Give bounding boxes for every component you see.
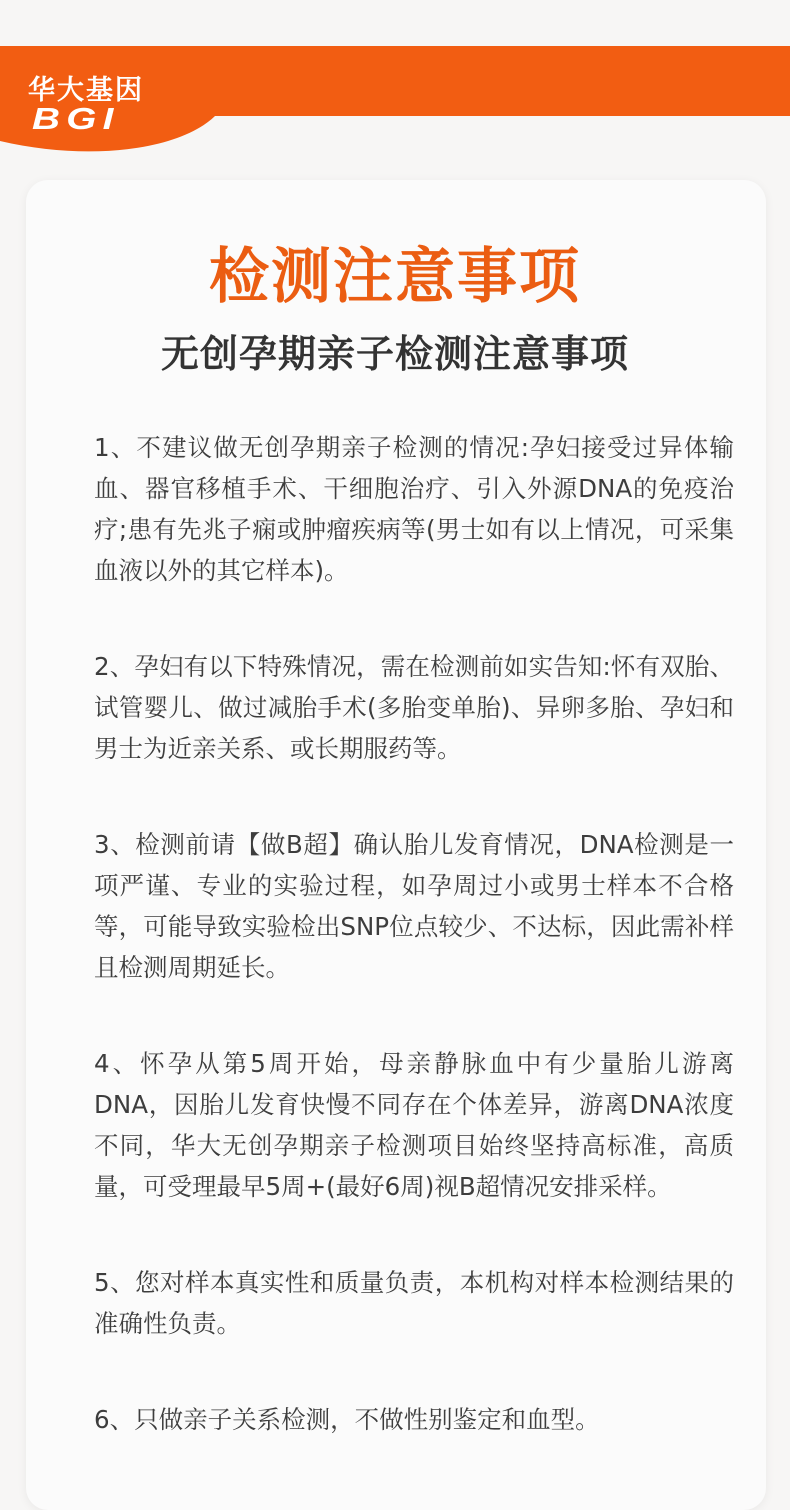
bgi-logo <box>28 75 158 136</box>
page-title: 检测注意事项 <box>209 242 581 312</box>
notice-item-4: 4、怀孕从第5周开始，母亲静脉血中有少量胎儿游离DNA，因胎儿发育快慢不同存在个体差异，游离DNA浓度不同，华大无创孕期亲子检测项目始终坚持高标准，高质量，可受理最早5周+(最好6周)视B超情况安排采样。 <box>94 1049 734 1201</box>
notice-item-6: 6、只做亲子关系检测，不做性别鉴定和血型。 <box>94 1405 600 1434</box>
notice-item-1: 1、不建议做无创孕期亲子检测的情况:孕妇接受过异体输血、器官移植手术、干细胞治疗、引入外源DNA的免疫治疗;患有先兆子痫或肿瘤疾病等(男士如有以上情况，可采集血液以外的其它样本)。 <box>94 433 734 585</box>
header-banner <box>0 46 790 156</box>
page-subtitle: 无创孕期亲子检测注意事项 <box>160 332 629 376</box>
notice-item-2: 2、孕妇有以下特殊情况，需在检测前如实告知:怀有双胎、试管婴儿、做过减胎手术(多胎变单胎)、异卵多胎、孕妇和男士为近亲关系、或长期服药等。 <box>94 652 734 763</box>
logo-chinese-name: 华大基因 <box>28 75 144 106</box>
notice-item-5: 5、您对样本真实性和质量负责，本机构对样本检测结果的准确性负责。 <box>94 1268 734 1338</box>
logo-english-name: BGI <box>32 101 120 136</box>
notice-item-3: 3、检测前请【做B超】确认胎儿发育情况，DNA检测是一项严谨、专业的实验过程，如孕周过小或男士样本不合格等，可能导致实验检出SNP位点较少、不达标，因此需补样且检测周期延长。 <box>94 830 734 982</box>
notice-list <box>94 427 734 1440</box>
